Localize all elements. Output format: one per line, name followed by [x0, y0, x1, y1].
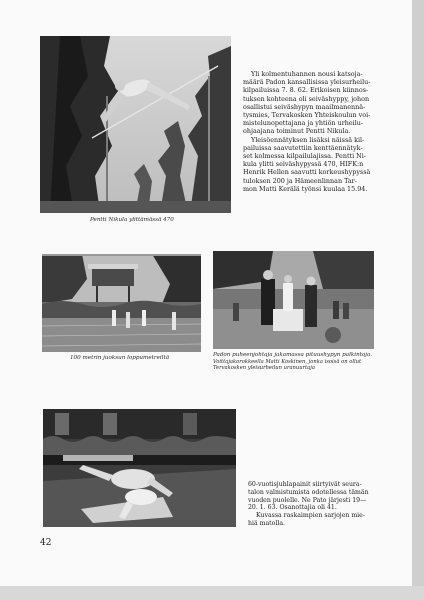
page-number: 42: [40, 538, 52, 548]
wrestling-text-line-3: vuoden puolelle. Ne Pato järjesti 19—: [248, 496, 367, 504]
sprint-caption: 100 metrin juoksun loppumetreiltä: [70, 355, 170, 361]
scan-bottom-edge: [0, 586, 424, 600]
wrestling-text-line-4: 20. 1. 63. Osanottajia oli 41.: [248, 504, 337, 512]
article-paragraph-2: Yleisöennätyksen lisäksi näissä kil- pailuissa saavutettiin kenttäennätyk- set kolmessa kilpailulajissa. Pentti Ni- kula ylitti seiväshypyssä 470, HIFK:n Henrik Hellen saavutti korkeushypyssä tuloksen 200 ja Hämeenlinnan Tar- mon Matti Kerälä työnsi kuulaa 15.94.: [243, 135, 371, 193]
prize-caption-line-1: Padon puheenjohtaja jakamassa pituushypyn palkintoja.: [213, 352, 373, 358]
wrestling-photo: [43, 409, 236, 527]
prize-giving-caption: [213, 352, 393, 372]
wrestling-text-line-1: 60-vuotisjuhlapainit siirtyivät seura-: [248, 481, 362, 488]
article-paragraph-1: Yli kolmentuhannen nousi katsoja- määrä Padon kansallisissa yleisurheilu- kilpailuissa 7. 8. 62. Erikoisen kiinnos- tuksen kohteena oli seiväshyppy, johon osallistui seiväshypyn maailmanennä- tysmies, Tervakosken Yhteiskoulun voi- mistelunopettajana ja yhtiön urheilu- ohjaajana toiminut Pentti Nikula.: [243, 70, 371, 136]
prize-giving-photo: [213, 251, 374, 349]
prize-caption-line-2: Voittajakorokkeella Matti Koskinen, jonka isoisä on ollut: [213, 359, 362, 365]
page-edge-shadow: [412, 0, 424, 600]
pole-vault-caption: Pentti Nikula ylittämässä 470: [90, 217, 174, 223]
wrestling-text-line-6: hiä matolla.: [248, 519, 286, 527]
article-text: [243, 70, 375, 193]
wrestling-text-line-5: Kuvassa raskaimpien sarjojen mie-: [256, 512, 365, 520]
wrestling-text: [248, 481, 388, 528]
sprint-photo: [42, 254, 201, 352]
prize-caption-line-3: Tervakosken yleisurheilun uranuurtaja: [213, 365, 315, 372]
wrestling-text-line-2: talon valmistumista odotellessa tämän: [248, 488, 369, 496]
pole-vault-photo: [40, 36, 231, 213]
